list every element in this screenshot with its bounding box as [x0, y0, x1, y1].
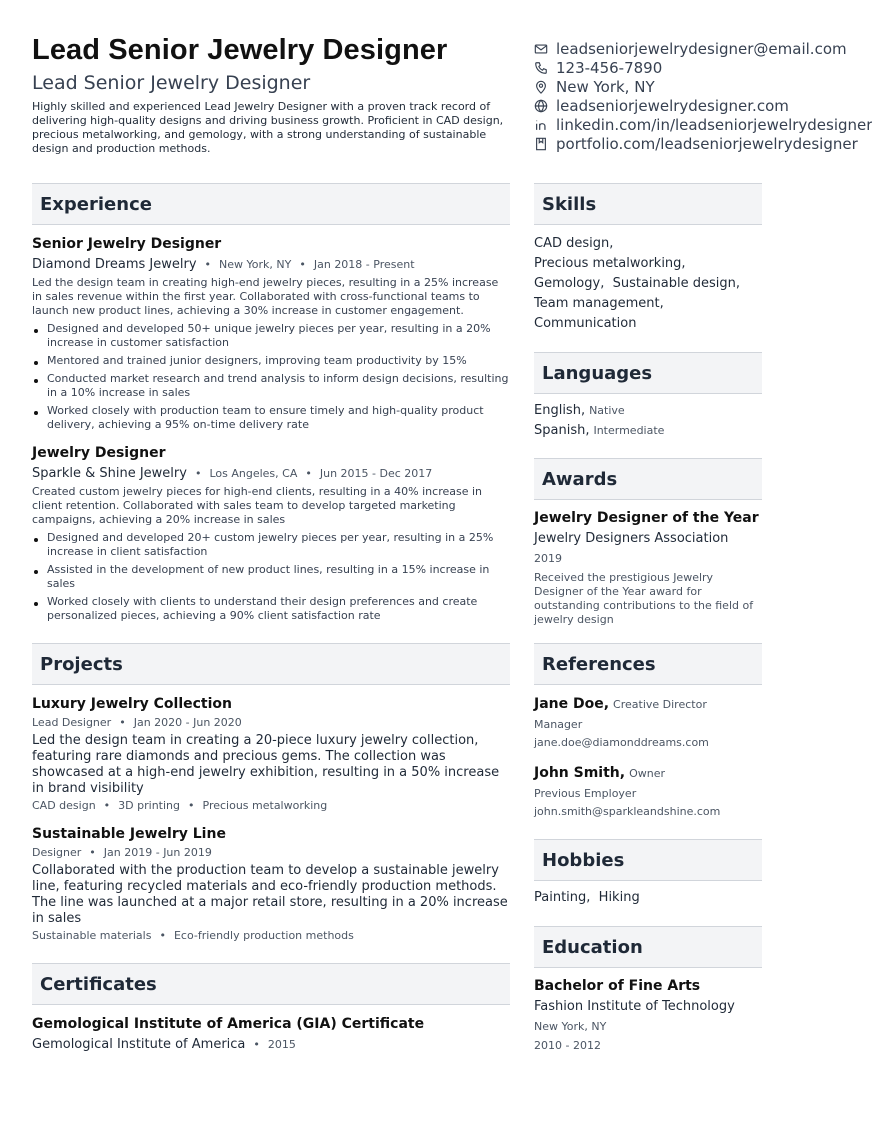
languages-heading: Languages	[542, 362, 653, 384]
certificates-heading: Certificates	[40, 973, 157, 995]
separator-dot: •	[305, 467, 312, 480]
project-title: Sustainable Jewelry Line	[32, 826, 226, 842]
reference-email[interactable]: jane.doe@diamonddreams.com	[534, 736, 709, 749]
awards-header	[534, 458, 762, 500]
project-tag: CAD design	[32, 799, 96, 812]
project-tag: 3D printing	[118, 799, 180, 812]
hobby-item: Painting,	[534, 890, 591, 905]
award-entry	[534, 509, 762, 627]
project-role: Designer	[32, 846, 82, 859]
experience-header	[32, 183, 510, 225]
phone-icon	[534, 61, 548, 75]
job-description: Created custom jewelry pieces for high-end clients, resulting in a 40% increase in client retention. Collaborated with sales team to develop targeted marketing campaigns, achieving a 20% increase in sales	[32, 485, 483, 526]
certificate-meta	[32, 1037, 510, 1053]
education-entry	[534, 977, 762, 1053]
hobbies-header	[534, 839, 762, 881]
job-company: Diamond Dreams Jewelry	[32, 257, 197, 272]
job-description: Led the design team in creating high-end jewelry pieces, resulting in a 25% increase in sales revenue within the first year. Collaborated with cross-functional teams to launch new product lines, achieving a 30% increase in customer engagement.	[32, 276, 499, 317]
language-level: Native	[589, 404, 625, 417]
phone-text[interactable]: 123-456-7890	[556, 58, 663, 77]
separator-dot: •	[188, 799, 195, 812]
separator-dot: •	[119, 716, 126, 729]
candidate-name: Lead Senior Jewelry Designer	[32, 34, 448, 66]
certificate-year: 2015	[267, 1038, 296, 1051]
reference-role: Owner	[629, 767, 666, 780]
experience-heading: Experience	[40, 193, 152, 215]
bullet-item: Worked closely with clients to understand their design preferences and create personalized pieces, achieving a 90% client satisfaction rate	[32, 595, 510, 623]
reference-entry	[534, 695, 762, 750]
email-text[interactable]: leadseniorjewelrydesigner@email.com	[556, 39, 847, 58]
project-tags	[32, 799, 510, 813]
skills-header	[534, 183, 762, 225]
bullet-item: Assisted in the development of new product lines, resulting in a 15% increase in sales	[32, 563, 510, 591]
project-tag: Precious metalworking	[202, 799, 328, 812]
references-heading: References	[542, 653, 656, 675]
education-school: Fashion Institute of Technology	[534, 999, 735, 1014]
languages-list	[534, 401, 762, 441]
mail-icon	[534, 42, 548, 56]
contact-email[interactable]	[534, 39, 847, 58]
project-tags	[32, 929, 510, 943]
skill-item: Sustainable design,	[612, 276, 741, 291]
right-column	[534, 183, 762, 1053]
reference-name: John Smith,	[534, 765, 626, 781]
education-degree: Bachelor of Fine Arts	[534, 978, 701, 994]
job-dates: Jan 2018 - Present	[313, 258, 415, 271]
separator-dot: •	[204, 258, 212, 271]
job-location: Los Angeles, CA	[209, 467, 298, 480]
contact-location	[534, 77, 794, 96]
reference-role: Creative Director	[613, 698, 707, 711]
language-level: Intermediate	[593, 424, 665, 437]
language-name: Spanish,	[534, 423, 590, 438]
job-meta	[32, 257, 510, 273]
header	[32, 33, 510, 156]
language-name: English,	[534, 403, 586, 418]
job-title: Jewelry Designer	[32, 445, 166, 461]
summary: Highly skilled and experienced Lead Jewelry Designer with a proven track record of delivering high-quality designs and driving business growth. Proficient in CAD design, precious metalworking, and gemology, with a strong understanding of sustainable design and production methods.	[32, 100, 504, 155]
bullet-item: Designed and developed 50+ unique jewelry pieces per year, resulting in a 20% increase in customer satisfaction	[32, 322, 510, 350]
reference-relation: Previous Employer	[534, 787, 637, 800]
education-dates: 2010 - 2012	[534, 1039, 601, 1052]
reference-name: Jane Doe,	[534, 696, 610, 712]
project-tag: Sustainable materials	[32, 929, 152, 942]
bullet-item: Worked closely with production team to ensure timely and high-quality product delivery, achieving a 95% on-time delivery rate	[32, 404, 510, 432]
contact-info	[534, 39, 872, 153]
project-dates: Jan 2019 - Jun 2019	[103, 846, 212, 859]
reference-email[interactable]: john.smith@sparkleandshine.com	[534, 805, 721, 818]
separator-dot: •	[103, 799, 111, 812]
linkedin-text[interactable]: linkedin.com/in/leadseniorjewelrydesigner	[556, 115, 872, 134]
award-description: Received the prestigious Jewelry Designer of the Year award for outstanding contributions to the field of jewelry design	[534, 571, 754, 626]
project-meta	[32, 716, 510, 730]
left-column	[32, 183, 510, 1053]
bullet-item: Conducted market research and trend analysis to inform design decisions, resulting in a 10% increase in sales	[32, 372, 510, 400]
project-meta	[32, 846, 510, 860]
skill-item: Communication	[534, 316, 637, 331]
skill-item: Gemology,	[534, 276, 605, 291]
projects-header	[32, 643, 510, 685]
awards-heading: Awards	[542, 468, 618, 490]
separator-dot: •	[194, 467, 202, 480]
separator-dot: •	[299, 258, 306, 271]
certificate-entry	[32, 1015, 510, 1053]
award-year: 2019	[534, 552, 562, 565]
award-org: Jewelry Designers Association	[534, 531, 729, 546]
skills-heading: Skills	[542, 193, 597, 215]
job-entry	[32, 235, 510, 432]
project-entry	[32, 695, 510, 813]
certificates-header	[32, 963, 510, 1005]
separator-dot: •	[89, 846, 96, 859]
job-dates: Jun 2015 - Dec 2017	[319, 467, 433, 480]
education-header	[534, 926, 762, 968]
contact-linkedin[interactable]	[534, 115, 872, 134]
project-entry	[32, 825, 510, 943]
job-entry	[32, 444, 510, 623]
contact-portfolio[interactable]	[534, 134, 858, 153]
contact-phone[interactable]	[534, 58, 794, 77]
bullet-item: Designed and developed 20+ custom jewelry pieces per year, resulting in a 25% increase in client satisfaction	[32, 531, 510, 559]
hobbies-list	[534, 890, 762, 906]
language-item	[534, 401, 762, 421]
hobbies-heading: Hobbies	[542, 849, 625, 871]
reference-relation: Manager	[534, 718, 583, 731]
projects-heading: Projects	[40, 653, 123, 675]
linkedin-icon	[534, 118, 548, 132]
project-tag: Eco-friendly production methods	[173, 929, 354, 942]
skills-list	[534, 234, 762, 334]
skill-item: CAD design,	[534, 236, 614, 251]
skill-item: Team management,	[534, 296, 664, 311]
job-company: Sparkle & Shine Jewelry	[32, 466, 187, 481]
portfolio-icon	[534, 137, 548, 151]
certificate-issuer: Gemological Institute of America	[32, 1037, 246, 1052]
candidate-title: Lead Senior Jewelry Designer	[32, 72, 311, 94]
education-location: New York, NY	[534, 1020, 607, 1033]
project-role: Lead Designer	[32, 716, 112, 729]
map-pin-icon	[534, 80, 548, 94]
certificate-title: Gemological Institute of America (GIA) Certificate	[32, 1016, 425, 1032]
location-text: New York, NY	[556, 77, 655, 96]
globe-icon	[534, 99, 548, 113]
separator-dot: •	[159, 929, 166, 942]
project-description: Collaborated with the production team to develop a sustainable jewelry line, featuring recycled materials and eco-friendly production methods. The line was launched at a major retail store, resulting in a 20% increase in sales	[32, 863, 508, 926]
job-title: Senior Jewelry Designer	[32, 236, 222, 252]
project-dates: Jan 2020 - Jun 2020	[133, 716, 242, 729]
hobby-item: Hiking	[598, 890, 640, 905]
language-item	[534, 421, 762, 441]
separator-dot: •	[253, 1038, 260, 1051]
bullet-item: Mentored and trained junior designers, improving team productivity by 15%	[32, 354, 510, 368]
project-title: Luxury Jewelry Collection	[32, 696, 232, 712]
portfolio-text[interactable]: portfolio.com/leadseniorjewelrydesigner	[556, 134, 858, 153]
job-location: New York, NY	[219, 258, 292, 271]
reference-entry	[534, 764, 762, 819]
job-bullets	[32, 531, 510, 623]
skill-item: Precious metalworking,	[534, 256, 686, 271]
website-text[interactable]: leadseniorjewelrydesigner.com	[556, 96, 789, 115]
contact-website[interactable]	[534, 96, 794, 115]
job-bullets	[32, 322, 510, 432]
references-header	[534, 643, 762, 685]
languages-header	[534, 352, 762, 394]
education-heading: Education	[542, 936, 643, 958]
job-meta	[32, 466, 510, 482]
award-title: Jewelry Designer of the Year	[534, 510, 759, 526]
project-description: Led the design team in creating a 20-piece luxury jewelry collection, featuring rare diamonds and precious gems. The collection was showcased at a high-end jewelry exhibition, resulting in a 50% increase in brand visibility	[32, 733, 500, 796]
